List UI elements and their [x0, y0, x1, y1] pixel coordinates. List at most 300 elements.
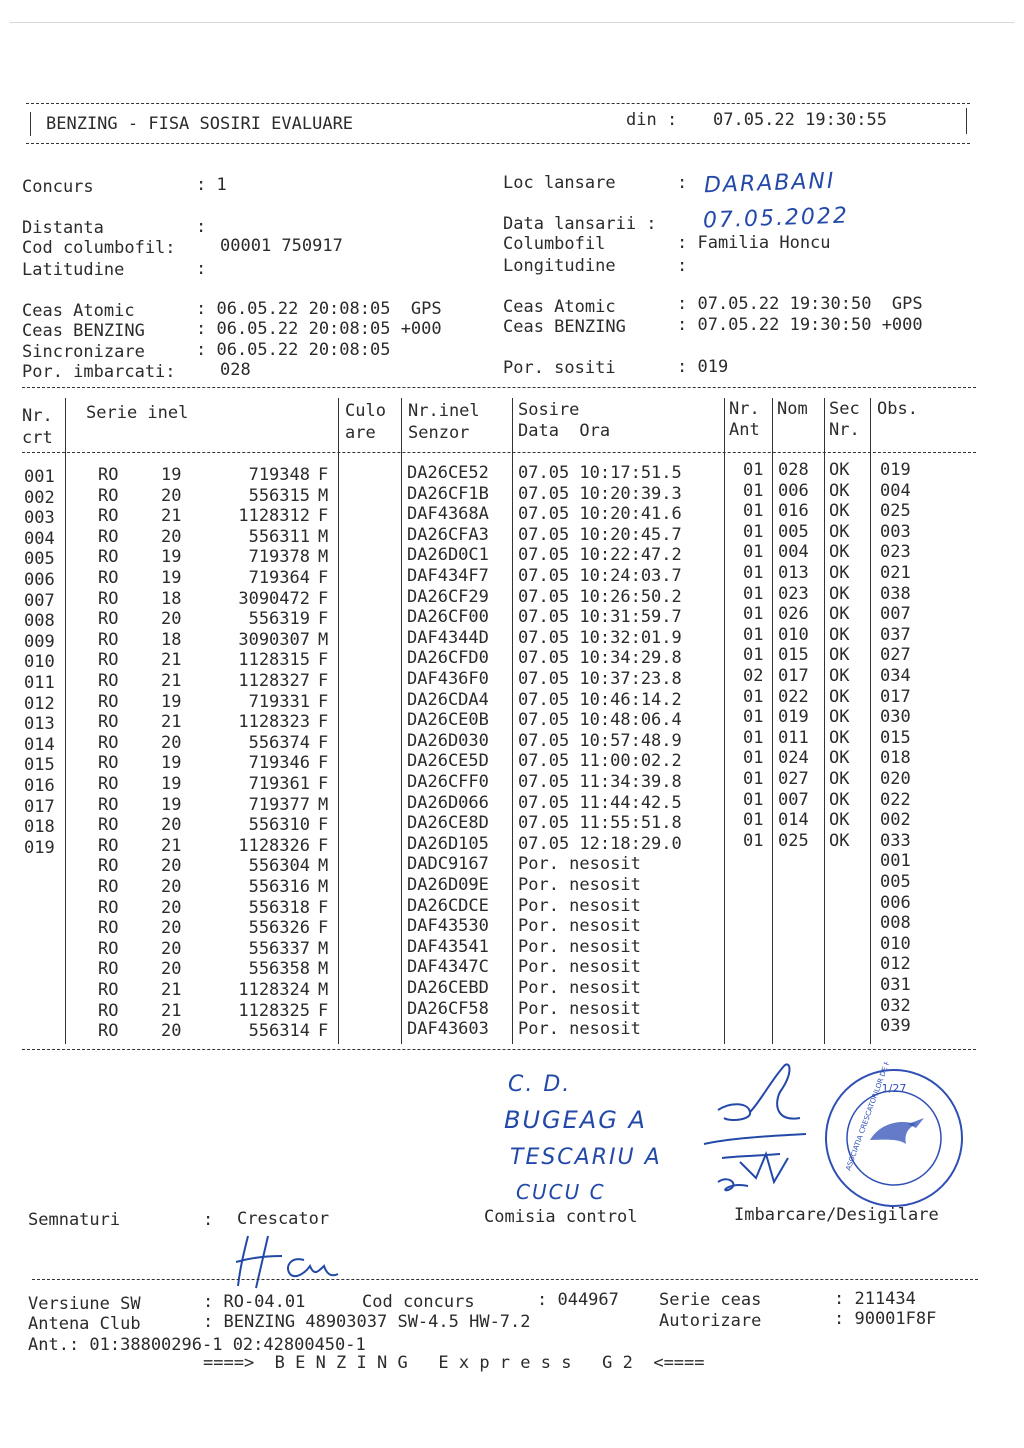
cell-sec: OK [829, 707, 850, 727]
cell-senzor: DADC9167 [407, 854, 489, 874]
cell-sex: F [318, 836, 329, 856]
cell-nom: 025 [778, 831, 809, 851]
cell-antenna: 01 [743, 584, 764, 604]
cell-ring-number: 3090307 [238, 630, 310, 650]
cell-ring-number: 719361 [248, 774, 310, 794]
cell-obs: 025 [880, 501, 911, 521]
cell-nom: 026 [778, 604, 809, 624]
cell-sex: M [318, 856, 329, 876]
columbofil-label: Columbofil [503, 234, 606, 254]
cell-senzor: DAF436F0 [407, 669, 489, 689]
cell-year: 19 [161, 753, 182, 773]
ceas-atomic-start-value: : 06.05.22 20:08:05 GPS [196, 299, 442, 319]
cell-sec: OK [829, 604, 850, 624]
cell-country: RO [98, 898, 119, 918]
cell-antenna: 01 [743, 810, 764, 830]
cell-sosire: Por. nesosit [518, 1019, 641, 1039]
cell-obs: 038 [880, 584, 911, 604]
sositi-value: : 019 [677, 357, 729, 377]
cell-ring-number: 556326 [248, 918, 310, 938]
cell-obs: 033 [880, 831, 911, 851]
cell-nom: 017 [778, 666, 809, 686]
cell-sex: F [318, 465, 329, 485]
cell-antenna: 02 [743, 666, 764, 686]
cell-sosire: 07.05 10:32:01.9 [518, 628, 682, 648]
stamp-number: 1/27 [881, 1082, 907, 1095]
semnaturi-label: Semnaturi [28, 1210, 121, 1230]
cell-obs: 003 [880, 522, 911, 542]
cell-sec: OK [829, 481, 850, 501]
distanta-value: : [196, 217, 207, 237]
header-right-border [966, 108, 967, 134]
cell-nom: 028 [778, 460, 809, 480]
cell-sosire: 07.05 11:55:51.8 [518, 813, 682, 833]
col-divider-senzor [512, 398, 513, 1044]
cell-year: 21 [161, 671, 182, 691]
cell-sosire: 07.05 10:48:06.4 [518, 710, 682, 730]
cell-obs: 027 [880, 645, 911, 665]
cell-antenna: 01 [743, 687, 764, 707]
cell-sex: F [318, 712, 329, 732]
header-top-border [26, 103, 970, 104]
cell-year: 20 [161, 486, 182, 506]
cell-sex: M [318, 959, 329, 979]
cell-antenna: 01 [743, 604, 764, 624]
cell-sosire: Por. nesosit [518, 978, 641, 998]
cell-year: 19 [161, 774, 182, 794]
cell-crt: 002 [24, 488, 55, 508]
loc-lansare-colon: : [677, 173, 688, 193]
cell-sex: M [318, 527, 329, 547]
cell-sosire: Por. nesosit [518, 957, 641, 977]
cell-sosire: 07.05 10:20:39.3 [518, 484, 682, 504]
cell-obs: 030 [880, 707, 911, 727]
col-header-are: are [345, 423, 376, 443]
cell-country: RO [98, 877, 119, 897]
cell-sex: F [318, 898, 329, 918]
cell-obs: 006 [880, 893, 911, 913]
cell-sec: OK [829, 625, 850, 645]
cell-nom: 019 [778, 707, 809, 727]
cell-country: RO [98, 774, 119, 794]
cell-ring-number: 556319 [248, 609, 310, 629]
col-header-nr: Nr. [22, 406, 53, 426]
cell-sosire: Por. nesosit [518, 916, 641, 936]
cell-antenna: 01 [743, 790, 764, 810]
cell-senzor: DA26CFF0 [407, 772, 489, 792]
cell-ring-number: 556314 [248, 1021, 310, 1041]
cell-year: 20 [161, 918, 182, 938]
cell-country: RO [98, 1001, 119, 1021]
cell-ring-number: 719346 [248, 753, 310, 773]
cell-ring-number: 556304 [248, 856, 310, 876]
cell-antenna: 01 [743, 831, 764, 851]
cell-obs: 010 [880, 934, 911, 954]
handwritten-cd: C. D. [508, 1072, 572, 1097]
cell-sex: M [318, 980, 329, 1000]
cell-senzor: DA26CE8D [407, 813, 489, 833]
col-header-ant: Ant [729, 420, 760, 440]
cod-columbofil-value: 00001 750917 [220, 236, 343, 256]
cell-senzor: DA26CF29 [407, 587, 489, 607]
table-bottom-border [22, 1049, 976, 1050]
ceas-atomic-start-label: Ceas Atomic [22, 301, 135, 321]
cell-sosire: 07.05 11:00:02.2 [518, 751, 682, 771]
cell-sex: F [318, 589, 329, 609]
cell-sosire: 07.05 10:26:50.2 [518, 587, 682, 607]
concurs-label: Concurs [22, 177, 94, 197]
cell-sec: OK [829, 460, 850, 480]
cell-ring-number: 1128315 [238, 650, 310, 670]
scan-top-edge [10, 22, 1014, 23]
cell-nom: 011 [778, 728, 809, 748]
cell-obs: 032 [880, 996, 911, 1016]
handwritten-cucu: CUCU C [516, 1180, 606, 1204]
cell-senzor: DA26CE0B [407, 710, 489, 730]
cell-ring-number: 1128324 [238, 980, 310, 1000]
cell-sex: F [318, 650, 329, 670]
cell-year: 21 [161, 506, 182, 526]
col-header-sec-nr: Nr. [829, 420, 860, 440]
cell-senzor: DA26D0C1 [407, 545, 489, 565]
cell-obs: 031 [880, 975, 911, 995]
cell-nom: 004 [778, 542, 809, 562]
cell-senzor: DA26D030 [407, 731, 489, 751]
col-header-obs: Obs. [877, 399, 918, 419]
cell-sex: M [318, 939, 329, 959]
cell-country: RO [98, 692, 119, 712]
cell-sex: F [318, 753, 329, 773]
latitudine-label: Latitudine [22, 260, 125, 280]
col-header-data-ora: Data Ora [518, 421, 611, 441]
imbarcare-desigilare-label: Imbarcare/Desigilare [734, 1205, 939, 1225]
cell-crt: 007 [24, 591, 55, 611]
cell-senzor: DA26CE52 [407, 463, 489, 483]
cell-sex: M [318, 877, 329, 897]
ceas-benzing-end-label: Ceas BENZING [503, 317, 626, 337]
cell-obs: 021 [880, 563, 911, 583]
col-header-nr-inel: Nr.inel [408, 401, 480, 421]
cod-concurs-value: : 044967 [537, 1290, 619, 1310]
cell-antenna: 01 [743, 501, 764, 521]
cell-sec: OK [829, 790, 850, 810]
semnaturi-colon: : [203, 1210, 214, 1230]
cell-obs: 018 [880, 748, 911, 768]
cell-senzor: DAF4347C [407, 957, 489, 977]
cell-sosire: Por. nesosit [518, 937, 641, 957]
col-divider-nom [824, 398, 825, 1044]
cell-antenna: 01 [743, 707, 764, 727]
col-divider-serie [338, 398, 339, 1044]
autorizare-label: Autorizare [659, 1311, 762, 1331]
cell-country: RO [98, 465, 119, 485]
cell-crt: 016 [24, 776, 55, 796]
cell-obs: 022 [880, 790, 911, 810]
cell-ring-number: 719364 [248, 568, 310, 588]
distanta-label: Distanta [22, 218, 104, 238]
sincronizare-value: : 06.05.22 20:08:05 [196, 340, 391, 360]
cell-sosire: 07.05 10:22:47.2 [518, 545, 682, 565]
cell-obs: 020 [880, 769, 911, 789]
cell-sosire: 07.05 10:34:29.8 [518, 648, 682, 668]
cell-country: RO [98, 671, 119, 691]
cell-nom: 023 [778, 584, 809, 604]
cell-antenna: 01 [743, 728, 764, 748]
cell-country: RO [98, 980, 119, 1000]
cell-crt: 013 [24, 714, 55, 734]
cell-ring-number: 556315 [248, 486, 310, 506]
cell-sosire: 07.05 10:37:23.8 [518, 669, 682, 689]
cell-sec: OK [829, 831, 850, 851]
cell-country: RO [98, 815, 119, 835]
cell-obs: 023 [880, 542, 911, 562]
cell-year: 20 [161, 733, 182, 753]
cell-country: RO [98, 918, 119, 938]
imbarcati-label: Por. imbarcati: [22, 362, 176, 382]
cell-senzor: DA26D066 [407, 793, 489, 813]
table-top-border [22, 387, 976, 388]
cell-sosire: 07.05 10:20:45.7 [518, 525, 682, 545]
cell-ring-number: 556337 [248, 939, 310, 959]
cell-year: 19 [161, 547, 182, 567]
cell-sex: F [318, 692, 329, 712]
din-label: din : [626, 110, 678, 130]
cell-year: 21 [161, 650, 182, 670]
ceas-benzing-end-value: : 07.05.22 19:30:50 +000 [677, 315, 923, 335]
col-header-sosire: Sosire [518, 400, 580, 420]
cell-senzor: DA26CF58 [407, 999, 489, 1019]
cell-crt: 010 [24, 652, 55, 672]
cell-ring-number: 1128326 [238, 836, 310, 856]
table-header-divider [22, 452, 976, 453]
cell-year: 21 [161, 836, 182, 856]
cell-sosire: 07.05 10:31:59.7 [518, 607, 682, 627]
cell-ring-number: 719331 [248, 692, 310, 712]
cell-country: RO [98, 568, 119, 588]
cell-nom: 014 [778, 810, 809, 830]
cell-senzor: DA26CF00 [407, 607, 489, 627]
cell-sex: M [318, 795, 329, 815]
col-divider-culoare [401, 398, 402, 1044]
cell-senzor: DA26D105 [407, 834, 489, 854]
cell-ring-number: 556310 [248, 815, 310, 835]
cell-year: 19 [161, 795, 182, 815]
cell-sex: F [318, 815, 329, 835]
cell-sec: OK [829, 748, 850, 768]
cell-year: 20 [161, 527, 182, 547]
cell-ring-number: 556374 [248, 733, 310, 753]
cell-senzor: DA26CF1B [407, 484, 489, 504]
ceas-benzing-start-value: : 06.05.22 20:08:05 +000 [196, 319, 442, 339]
cell-year: 20 [161, 856, 182, 876]
versiune-value: : RO-04.01 [203, 1292, 306, 1312]
cell-ring-number: 1128327 [238, 671, 310, 691]
cell-sosire: Por. nesosit [518, 896, 641, 916]
cell-sosire: Por. nesosit [518, 854, 641, 874]
cell-senzor: DA26CFA3 [407, 525, 489, 545]
cell-senzor: DA26D09E [407, 875, 489, 895]
cell-sosire: 07.05 11:44:42.5 [518, 793, 682, 813]
cell-antenna: 01 [743, 769, 764, 789]
versiune-label: Versiune SW [28, 1294, 141, 1314]
cell-ring-number: 556311 [248, 527, 310, 547]
din-value: 07.05.22 19:30:55 [713, 110, 887, 130]
cell-antenna: 01 [743, 481, 764, 501]
cell-obs: 004 [880, 481, 911, 501]
cell-senzor: DA26CDA4 [407, 690, 489, 710]
cell-antenna: 01 [743, 460, 764, 480]
col-header-serie-inel: Serie inel [86, 403, 189, 423]
cell-sex: F [318, 1021, 329, 1041]
cell-crt: 008 [24, 611, 55, 631]
cell-senzor: DA26CDCE [407, 896, 489, 916]
serie-ceas-value: : 211434 [834, 1289, 916, 1309]
cell-country: RO [98, 795, 119, 815]
loc-lansare-handwritten: DARABANI [703, 168, 836, 199]
sincronizare-label: Sincronizare [22, 342, 145, 362]
antena-value: : BENZING 48903037 SW-4.5 HW-7.2 [203, 1312, 531, 1332]
cell-year: 20 [161, 877, 182, 897]
ceas-atomic-end-label: Ceas Atomic [503, 297, 616, 317]
cell-country: RO [98, 527, 119, 547]
cell-sosire: 07.05 10:24:03.7 [518, 566, 682, 586]
benzing-express-banner: ====> B E N Z I N G E x p r e s s G 2 <==== [203, 1353, 705, 1373]
data-lansarii-handwritten: 07.05.2022 [702, 203, 850, 234]
longitudine-value: : [677, 256, 688, 276]
cell-year: 20 [161, 959, 182, 979]
cell-obs: 034 [880, 666, 911, 686]
cell-country: RO [98, 836, 119, 856]
cell-sex: F [318, 671, 329, 691]
cell-country: RO [98, 959, 119, 979]
cell-sec: OK [829, 687, 850, 707]
cell-obs: 005 [880, 872, 911, 892]
cell-year: 18 [161, 630, 182, 650]
col-header-sec: Sec [829, 399, 860, 419]
cell-sec: OK [829, 728, 850, 748]
document-title: BENZING - FISA SOSIRI EVALUARE [46, 114, 354, 134]
col-divider-sosire [724, 398, 725, 1044]
cell-crt: 011 [24, 673, 55, 693]
cell-crt: 005 [24, 549, 55, 569]
cell-senzor: DAF4368A [407, 504, 489, 524]
cell-year: 19 [161, 465, 182, 485]
cell-year: 20 [161, 939, 182, 959]
cell-crt: 003 [24, 508, 55, 528]
cell-senzor: DAF43530 [407, 916, 489, 936]
cell-obs: 007 [880, 604, 911, 624]
cell-sosire: Por. nesosit [518, 999, 641, 1019]
cell-antenna: 01 [743, 625, 764, 645]
col-header-nom: Nom [777, 399, 808, 419]
cell-country: RO [98, 1021, 119, 1041]
cell-ring-number: 556318 [248, 898, 310, 918]
cell-ring-number: 719377 [248, 795, 310, 815]
cell-sec: OK [829, 501, 850, 521]
cell-nom: 027 [778, 769, 809, 789]
cell-senzor: DA26CE5D [407, 751, 489, 771]
cell-country: RO [98, 486, 119, 506]
longitudine-label: Longitudine [503, 256, 616, 276]
cell-obs: 001 [880, 851, 911, 871]
col-header-nr-ant: Nr. [729, 399, 760, 419]
col-header-senzor: Senzor [408, 423, 470, 443]
ceas-atomic-end-value: : 07.05.22 19:30:50 GPS [677, 294, 923, 314]
cell-senzor: DAF434F7 [407, 566, 489, 586]
cell-sec: OK [829, 769, 850, 789]
cell-nom: 005 [778, 522, 809, 542]
cell-senzor: DA26CFD0 [407, 648, 489, 668]
serie-ceas-label: Serie ceas [659, 1290, 762, 1310]
col-divider-ant [772, 398, 773, 1044]
comisia-control-label: Comisia control [484, 1207, 638, 1227]
cell-country: RO [98, 753, 119, 773]
cell-ring-number: 719348 [248, 465, 310, 485]
cell-country: RO [98, 733, 119, 753]
cell-antenna: 01 [743, 522, 764, 542]
cell-sec: OK [829, 810, 850, 830]
cell-year: 21 [161, 712, 182, 732]
cell-year: 18 [161, 589, 182, 609]
cell-sex: F [318, 568, 329, 588]
cell-sex: F [318, 733, 329, 753]
cell-sosire: 07.05 10:17:51.5 [518, 463, 682, 483]
crescator-label: Crescator [237, 1209, 330, 1229]
cell-year: 20 [161, 898, 182, 918]
cell-country: RO [98, 609, 119, 629]
cell-crt: 015 [24, 755, 55, 775]
cell-year: 19 [161, 568, 182, 588]
cell-crt: 001 [24, 467, 55, 487]
cell-year: 21 [161, 980, 182, 1000]
cod-concurs-label: Cod concurs [362, 1292, 475, 1312]
cell-ring-number: 556358 [248, 959, 310, 979]
cell-country: RO [98, 856, 119, 876]
cell-sex: F [318, 609, 329, 629]
cell-obs: 002 [880, 810, 911, 830]
cell-year: 21 [161, 1001, 182, 1021]
cell-sosire: Por. nesosit [518, 875, 641, 895]
cell-sosire: 07.05 11:34:39.8 [518, 772, 682, 792]
cell-sex: M [318, 630, 329, 650]
cell-obs: 039 [880, 1016, 911, 1036]
cell-sex: F [318, 506, 329, 526]
footer-divider [32, 1279, 978, 1280]
cell-sex: F [318, 1001, 329, 1021]
cell-antenna: 01 [743, 748, 764, 768]
cell-sosire: 07.05 10:57:48.9 [518, 731, 682, 751]
cell-senzor: DAF43541 [407, 937, 489, 957]
cod-columbofil-label: Cod columbofil: [22, 238, 176, 258]
cell-crt: 017 [24, 797, 55, 817]
cell-country: RO [98, 547, 119, 567]
cell-nom: 022 [778, 687, 809, 707]
cell-sec: OK [829, 542, 850, 562]
cell-nom: 013 [778, 563, 809, 583]
col-header-culo: Culo [345, 401, 386, 421]
cell-nom: 015 [778, 645, 809, 665]
control-signatures [700, 1062, 810, 1202]
col-divider-crt [65, 398, 66, 1044]
cell-antenna: 01 [743, 645, 764, 665]
cell-antenna: 01 [743, 563, 764, 583]
antena-label: Antena Club [28, 1314, 141, 1334]
cell-crt: 006 [24, 570, 55, 590]
cell-obs: 017 [880, 687, 911, 707]
col-header-crt: crt [22, 428, 53, 448]
association-stamp [812, 1062, 972, 1210]
cell-sosire: 07.05 10:20:41.6 [518, 504, 682, 524]
